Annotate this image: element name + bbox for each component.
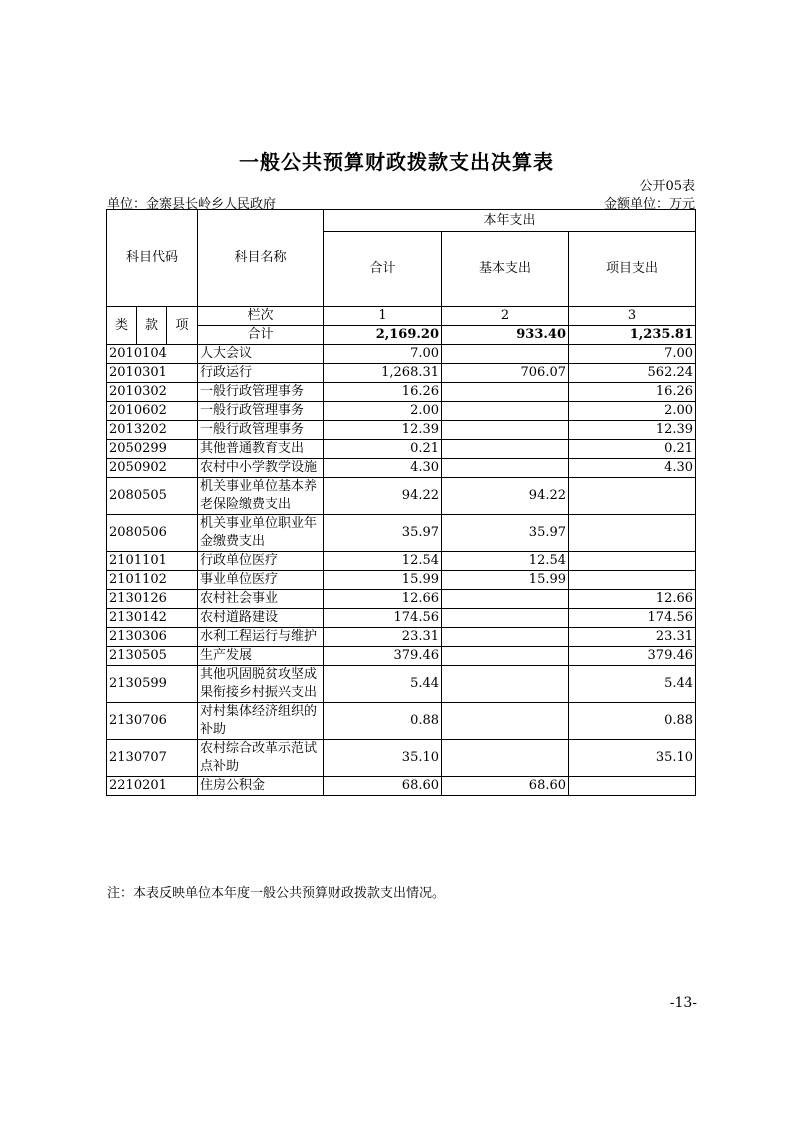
- row-total: 68.60: [324, 777, 442, 796]
- row-project: 12.39: [569, 421, 696, 440]
- row-name: 事业单位医疗: [198, 571, 324, 590]
- row-code: 2101102: [107, 571, 198, 590]
- row-basic: [442, 647, 569, 666]
- table-row: [107, 647, 696, 666]
- table-row: [107, 590, 696, 609]
- row-basic: [442, 628, 569, 647]
- row-project: 35.10: [569, 740, 696, 777]
- header-xiang: 项: [167, 307, 198, 345]
- row-basic: [442, 703, 569, 740]
- amount-unit-label: 金额单位：万元: [603, 197, 695, 212]
- header-kuan: 款: [137, 307, 167, 345]
- row-code: 2010104: [107, 345, 198, 364]
- row-project: 562.24: [569, 364, 696, 383]
- row-basic: 15.99: [442, 571, 569, 590]
- table-row: [107, 402, 696, 421]
- row-basic: [442, 440, 569, 459]
- row-code: 2080505: [107, 478, 198, 515]
- row-basic: [442, 590, 569, 609]
- row-name: 农村社会事业: [198, 590, 324, 609]
- row-name: 行政运行: [198, 364, 324, 383]
- row-project: 174.56: [569, 609, 696, 628]
- row-total: 16.26: [324, 383, 442, 402]
- row-total: 0.88: [324, 703, 442, 740]
- table-row: [107, 609, 696, 628]
- row-project: [569, 478, 696, 515]
- row-project: 16.26: [569, 383, 696, 402]
- row-project: 0.21: [569, 440, 696, 459]
- table-row: [107, 703, 696, 740]
- row-project: 23.31: [569, 628, 696, 647]
- table-row: [107, 364, 696, 383]
- row-total: 1,268.31: [324, 364, 442, 383]
- row-name: 其他普通教育支出: [198, 440, 324, 459]
- table-row: [107, 383, 696, 402]
- row-code: 2101101: [107, 552, 198, 571]
- page-number: -13-: [669, 995, 697, 1011]
- row-code: 2080506: [107, 515, 198, 552]
- row-name: 其他巩固脱贫攻坚成果衔接乡村振兴支出: [198, 666, 324, 703]
- page-title: 一般公共预算财政拨款支出决算表: [239, 150, 554, 174]
- row-total: 35.10: [324, 740, 442, 777]
- row-basic: [442, 421, 569, 440]
- row-basic: 68.60: [442, 777, 569, 796]
- row-code: 2130706: [107, 703, 198, 740]
- row-total: 7.00: [324, 345, 442, 364]
- row-total: 174.56: [324, 609, 442, 628]
- row-basic: 94.22: [442, 478, 569, 515]
- row-name: 一般行政管理事务: [198, 383, 324, 402]
- row-project: 2.00: [569, 402, 696, 421]
- row-name: 对村集体经济组织的补助: [198, 703, 324, 740]
- table-row: [107, 571, 696, 590]
- header-name: 科目名称: [198, 210, 324, 307]
- table-row: [107, 459, 696, 478]
- header-current-year: 本年支出: [324, 210, 696, 232]
- header-lei: 类: [107, 307, 137, 345]
- unit-label: 单位：金寨县长岭乡人民政府: [107, 197, 277, 212]
- row-code: 2010302: [107, 383, 198, 402]
- row-code: 2130599: [107, 666, 198, 703]
- row-project: [569, 515, 696, 552]
- table-row: [107, 345, 696, 364]
- expenditure-table: [106, 209, 696, 796]
- row-name: 人大会议: [198, 345, 324, 364]
- row-basic: 706.07: [442, 364, 569, 383]
- row-total: 4.30: [324, 459, 442, 478]
- row-basic: [442, 666, 569, 703]
- table-row: [107, 421, 696, 440]
- row-basic: 12.54: [442, 552, 569, 571]
- sum-label: 合计: [198, 326, 324, 345]
- row-code: 2010301: [107, 364, 198, 383]
- row-name: 行政单位医疗: [198, 552, 324, 571]
- header-code: 科目代码: [107, 210, 198, 307]
- row-code: 2010602: [107, 402, 198, 421]
- column-index-label: 栏次: [198, 307, 324, 326]
- table-row: [107, 777, 696, 796]
- row-total: 12.54: [324, 552, 442, 571]
- row-name: 农村道路建设: [198, 609, 324, 628]
- table-row: [107, 740, 696, 777]
- table-row: [107, 478, 696, 515]
- row-basic: [442, 345, 569, 364]
- row-name: 机关事业单位职业年金缴费支出: [198, 515, 324, 552]
- form-number: 公开05表: [639, 179, 695, 194]
- row-name: 农村中小学教学设施: [198, 459, 324, 478]
- row-basic: [442, 402, 569, 421]
- row-total: 94.22: [324, 478, 442, 515]
- column-index-1: 1: [324, 307, 442, 326]
- row-project: [569, 777, 696, 796]
- row-code: 2130306: [107, 628, 198, 647]
- row-name: 住房公积金: [198, 777, 324, 796]
- header-total: 合计: [324, 232, 442, 307]
- row-basic: [442, 740, 569, 777]
- row-total: 23.31: [324, 628, 442, 647]
- row-name: 机关事业单位基本养老保险缴费支出: [198, 478, 324, 515]
- row-project: [569, 552, 696, 571]
- row-total: 379.46: [324, 647, 442, 666]
- row-code: 2130505: [107, 647, 198, 666]
- sum-total: 2,169.20: [324, 326, 442, 345]
- row-name: 农村综合改革示范试点补助: [198, 740, 324, 777]
- column-index-3: 3: [569, 307, 696, 326]
- row-basic: [442, 383, 569, 402]
- row-project: 7.00: [569, 345, 696, 364]
- row-project: 12.66: [569, 590, 696, 609]
- row-total: 2.00: [324, 402, 442, 421]
- row-project: 4.30: [569, 459, 696, 478]
- table-row: [107, 515, 696, 552]
- row-project: [569, 571, 696, 590]
- row-name: 一般行政管理事务: [198, 421, 324, 440]
- header-project: 项目支出: [569, 232, 696, 307]
- footnote: 注：本表反映单位本年度一般公共预算财政拨款支出情况。: [107, 886, 446, 901]
- sum-basic: 933.40: [442, 326, 569, 345]
- row-total: 35.97: [324, 515, 442, 552]
- row-basic: [442, 459, 569, 478]
- row-basic: 35.97: [442, 515, 569, 552]
- row-project: 379.46: [569, 647, 696, 666]
- row-code: 2130142: [107, 609, 198, 628]
- row-name: 水利工程运行与维护: [198, 628, 324, 647]
- row-total: 5.44: [324, 666, 442, 703]
- column-index-2: 2: [442, 307, 569, 326]
- header-basic: 基本支出: [442, 232, 569, 307]
- table-row: [107, 628, 696, 647]
- row-project: 5.44: [569, 666, 696, 703]
- row-code: 2130707: [107, 740, 198, 777]
- row-code: 2210201: [107, 777, 198, 796]
- sum-project: 1,235.81: [569, 326, 696, 345]
- table-row: [107, 666, 696, 703]
- row-name: 一般行政管理事务: [198, 402, 324, 421]
- table-row: [107, 440, 696, 459]
- row-name: 生产发展: [198, 647, 324, 666]
- row-total: 12.39: [324, 421, 442, 440]
- row-project: 0.88: [569, 703, 696, 740]
- row-total: 15.99: [324, 571, 442, 590]
- row-code: 2050902: [107, 459, 198, 478]
- row-code: 2130126: [107, 590, 198, 609]
- row-total: 0.21: [324, 440, 442, 459]
- row-basic: [442, 609, 569, 628]
- row-code: 2013202: [107, 421, 198, 440]
- row-code: 2050299: [107, 440, 198, 459]
- table-row: [107, 552, 696, 571]
- row-total: 12.66: [324, 590, 442, 609]
